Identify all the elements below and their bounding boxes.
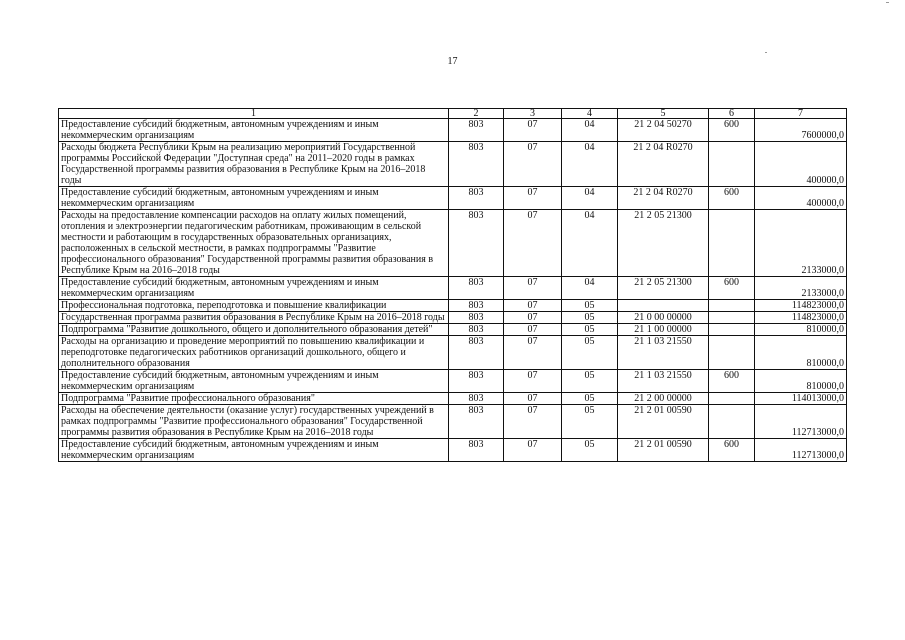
ministry-code-cell: 803 [449,393,504,405]
subsection-code-cell: 05 [562,393,618,405]
table-header-row [59,109,847,119]
target-article-cell: 21 2 04 R0270 [618,187,709,210]
ministry-code-cell: 803 [449,119,504,142]
ministry-code-cell: 803 [449,187,504,210]
item-name-cell: Предоставление субсидий бюджетным, автономным учреждениям и иным некоммерческим организациям [59,370,449,393]
section-code-cell: 07 [504,370,562,393]
amount-cell: 810000,0 [755,336,847,370]
ministry-code-cell: 803 [449,142,504,187]
item-name-cell: Расходы на предоставление компенсации расходов на оплату жилых помещений, отопления и электроэнергии педагогическим работникам, проживающим в сельской местности и работающим в государственных образовательных организациях, расположенных в сельской местности, в рамках подпрограммы "Развитие профессионального образования" Государственной программы развития образования в Республике Крым на 2016–2018 годы [59,210,449,277]
target-article-cell: 21 2 04 R0270 [618,142,709,187]
ministry-code-cell: 803 [449,312,504,324]
item-name-cell: Подпрограмма "Развитие профессионального образования" [59,393,449,405]
scan-mark [886,2,889,3]
header-cell: 6 [709,109,755,119]
table-row [59,336,847,370]
section-code-cell: 07 [504,277,562,300]
budget-table [58,108,847,462]
section-code-cell: 07 [504,119,562,142]
amount-cell: 400000,0 [755,142,847,187]
item-name-cell: Предоставление субсидий бюджетным, автономным учреждениям и иным некоммерческим организациям [59,277,449,300]
target-article-cell: 21 2 00 00000 [618,393,709,405]
target-article-cell: 21 0 00 00000 [618,312,709,324]
item-name-cell: Профессиональная подготовка, переподготовка и повышение квалификации [59,300,449,312]
target-article-cell: 21 1 03 21550 [618,370,709,393]
table-row [59,142,847,187]
expense-type-cell [709,393,755,405]
amount-cell: 810000,0 [755,324,847,336]
expense-type-cell [709,336,755,370]
item-name-cell: Предоставление субсидий бюджетным, автономным учреждениям и иным некоммерческим организациям [59,187,449,210]
expense-type-cell: 600 [709,439,755,462]
ministry-code-cell: 803 [449,439,504,462]
target-article-cell [618,300,709,312]
expense-type-cell [709,142,755,187]
amount-cell: 112713000,0 [755,439,847,462]
table-row [59,187,847,210]
section-code-cell: 07 [504,312,562,324]
expense-type-cell [709,300,755,312]
amount-cell: 2133000,0 [755,210,847,277]
item-name-cell: Подпрограмма "Развитие дошкольного, общего и дополнительного образования детей" [59,324,449,336]
expense-type-cell: 600 [709,277,755,300]
item-name-cell: Расходы бюджета Республики Крым на реализацию мероприятий Государственной программы Российской Федерации "Доступная среда" на 2011–2020 годы в рамках Государственной программы развития образования в Республике Крым на 2016–2018 годы [59,142,449,187]
ministry-code-cell: 803 [449,370,504,393]
section-code-cell: 07 [504,439,562,462]
target-article-cell: 21 2 01 00590 [618,439,709,462]
section-code-cell: 07 [504,210,562,277]
target-article-cell: 21 2 01 00590 [618,405,709,439]
target-article-cell: 21 2 04 50270 [618,119,709,142]
table-row [59,210,847,277]
subsection-code-cell: 05 [562,370,618,393]
table-row [59,393,847,405]
scan-mark [765,52,767,53]
subsection-code-cell: 05 [562,324,618,336]
subsection-code-cell: 04 [562,277,618,300]
amount-cell: 114823000,0 [755,300,847,312]
subsection-code-cell: 04 [562,142,618,187]
table-row [59,277,847,300]
expense-type-cell: 600 [709,187,755,210]
table-row [59,300,847,312]
subsection-code-cell: 04 [562,119,618,142]
item-name-cell: Государственная программа развития образования в Республике Крым на 2016–2018 годы [59,312,449,324]
table-row [59,370,847,393]
target-article-cell: 21 2 05 21300 [618,210,709,277]
ministry-code-cell: 803 [449,336,504,370]
table-row [59,119,847,142]
item-name-cell: Расходы на организацию и проведение мероприятий по повышению квалификации и переподготовке педагогических работников организаций дошкольного, общего и дополнительного образования [59,336,449,370]
header-cell: 2 [449,109,504,119]
expense-type-cell [709,405,755,439]
table-row [59,324,847,336]
table-row [59,312,847,324]
section-code-cell: 07 [504,405,562,439]
amount-cell: 114823000,0 [755,312,847,324]
subsection-code-cell: 05 [562,300,618,312]
ministry-code-cell: 803 [449,210,504,277]
ministry-code-cell: 803 [449,324,504,336]
header-cell: 3 [504,109,562,119]
amount-cell: 112713000,0 [755,405,847,439]
ministry-code-cell: 803 [449,405,504,439]
section-code-cell: 07 [504,300,562,312]
ministry-code-cell: 803 [449,277,504,300]
expense-type-cell [709,324,755,336]
amount-cell: 810000,0 [755,370,847,393]
amount-cell: 400000,0 [755,187,847,210]
expense-type-cell: 600 [709,119,755,142]
page-number: 17 [447,56,458,67]
target-article-cell: 21 1 00 00000 [618,324,709,336]
target-article-cell: 21 2 05 21300 [618,277,709,300]
expense-type-cell: 600 [709,370,755,393]
header-cell: 4 [562,109,618,119]
header-cell: 5 [618,109,709,119]
table-row [59,405,847,439]
subsection-code-cell: 04 [562,187,618,210]
subsection-code-cell: 05 [562,405,618,439]
item-name-cell: Предоставление субсидий бюджетным, автономным учреждениям и иным некоммерческим организациям [59,439,449,462]
subsection-code-cell: 05 [562,336,618,370]
section-code-cell: 07 [504,187,562,210]
subsection-code-cell: 05 [562,439,618,462]
header-cell: 7 [755,109,847,119]
subsection-code-cell: 05 [562,312,618,324]
target-article-cell: 21 1 03 21550 [618,336,709,370]
ministry-code-cell: 803 [449,300,504,312]
section-code-cell: 07 [504,324,562,336]
amount-cell: 7600000,0 [755,119,847,142]
section-code-cell: 07 [504,142,562,187]
header-cell: 1 [59,109,449,119]
amount-cell: 114013000,0 [755,393,847,405]
item-name-cell: Предоставление субсидий бюджетным, автономным учреждениям и иным некоммерческим организациям [59,119,449,142]
table-row [59,439,847,462]
item-name-cell: Расходы на обеспечение деятельности (оказание услуг) государственных учреждений в рамках подпрограммы "Развитие профессионального образования" Государственной программы развития образования в Республике Крым на 2016–2018 годы [59,405,449,439]
section-code-cell: 07 [504,393,562,405]
expense-type-cell [709,312,755,324]
expense-type-cell [709,210,755,277]
section-code-cell: 07 [504,336,562,370]
amount-cell: 2133000,0 [755,277,847,300]
subsection-code-cell: 04 [562,210,618,277]
